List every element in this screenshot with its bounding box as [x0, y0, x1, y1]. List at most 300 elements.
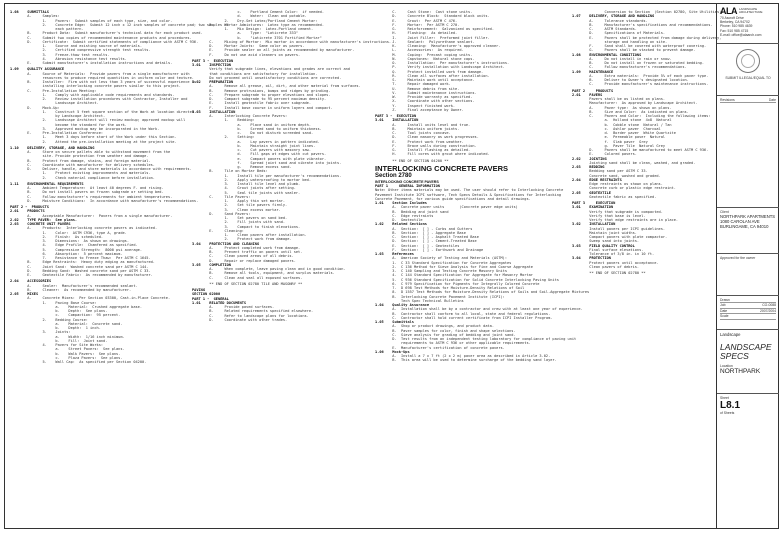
- spec-line: S. Maintain work until acceptance.: [375, 78, 475, 82]
- spec-heading: PAVING: [192, 288, 205, 292]
- spec-line: a. Width: 1/16 inch minimum.: [10, 334, 125, 339]
- spec-line: a. Street Pavers: See plans.: [10, 347, 125, 352]
- spec-line: Sweep sand into joints.: [572, 239, 640, 244]
- spec-line: E. Manufacturer's certification of concrete pavers.: [375, 345, 505, 350]
- location-value: NORTHPARK: [720, 368, 761, 376]
- spec-line: J. Sealant: Polyurethane sealant.: [375, 39, 475, 44]
- spec-line: C. Pavers and Color: Including the following items:: [572, 114, 711, 118]
- firm-address-line: 70 Ascroft Drive: [720, 16, 744, 20]
- sheet-of: of Sheets: [720, 411, 735, 416]
- spec-line: c. Ashlar paver Charcoal: [572, 126, 661, 131]
- spec-heading: 1.07 DELIVERY, STORAGE AND HANDLING: [572, 14, 655, 19]
- spec-heading: 1.09 MAINTENANCE: [572, 69, 614, 74]
- spec-line: C. Pre-Installation Meeting:: [10, 88, 97, 93]
- spec-line: ** END OF SECTION 02780 **: [572, 271, 646, 275]
- spec-line: D. Bedding Sand: Washed concrete sand per ASTM C 33.: [10, 268, 151, 273]
- spec-heading: PART 1 - GENERAL: [192, 296, 229, 301]
- spec-line: 6. Absorption: 5 percent maximum.: [10, 251, 123, 256]
- spec-line: B. Maintain uniform joints.: [375, 126, 460, 131]
- spec-line: Maintain joint widths.: [572, 230, 637, 235]
- spec-heading: 2.02 TYPE PAVER: See plans.: [10, 217, 78, 222]
- spec-line: 2. Check material compliance before installation.: [10, 175, 155, 180]
- spec-line: 2. Protect work from damage.: [192, 237, 292, 242]
- spec-line: W. Provide warranty as specified.: [375, 95, 473, 99]
- spec-line: B. Interlocking Concrete Pavement Institute (ICPI):: [375, 294, 505, 299]
- spec-line: E. Provide sealer on all joints as recommended by manufacturer.: [192, 48, 355, 53]
- spec-line: Concrete Pavement, for various guide specifications and detail drawings.: [375, 196, 531, 201]
- spec-heading: SECTION 02000: [192, 292, 221, 297]
- spec-line: Verify that subgrade is compacted.: [572, 209, 663, 214]
- info-row-label: Scale: [720, 314, 729, 319]
- spec-line: E. Colored pavers.: [572, 152, 637, 157]
- spec-line: 1. Set pavers on sand bed.: [192, 216, 288, 220]
- spec-line: Pavers shall be as listed on plans.: [572, 97, 666, 101]
- spec-heading: 1.06 Mock-Ups: [375, 349, 410, 354]
- spec-line: D. Geotextile: [375, 218, 423, 222]
- spec-line: Final surface elevations.: [572, 247, 644, 252]
- spec-line: c. Do not disturb screeded sand.: [192, 131, 314, 135]
- spec-line: C. Joint Sand: Washed concrete sand per ASTM C 144.: [10, 264, 149, 269]
- spec-line: 5. C 936 Standard Specification for Solid Concrete Interlocking Paving Units: [375, 277, 559, 282]
- client-address-line: BURLINGAME, CA 94010: [720, 224, 769, 230]
- spec-line: B. Edge Restraints: Heavy duty edging as manufactured.: [10, 260, 155, 265]
- spec-line: 1. Bedding:: [192, 118, 255, 123]
- spec-line: B. Paver samples for color, finish and shape selections.: [375, 328, 516, 333]
- spec-line: A. Tolerance standards.: [572, 18, 648, 23]
- approval-label: Approved for the owner: [720, 256, 756, 260]
- spec-line: B. Cleaner: As recommended by manufacturer.: [10, 287, 132, 292]
- spec-heading: 1.11 ENVIRONMENTAL REQUIREMENTS: [10, 181, 84, 186]
- sheet-number: L8.1: [720, 400, 741, 412]
- spec-line: C. Follow manufacturer's recommendations.: [572, 65, 687, 70]
- spec-line: site. Provide protection from weather and damage.: [10, 154, 149, 159]
- spec-line: g. Paver Tile Natural Grey: [572, 143, 666, 148]
- spec-line: 3. Compact to finish elevations.: [192, 224, 301, 229]
- spec-line: 3. Approved mockup may be incorporated in the Work.: [10, 126, 160, 131]
- spec-heading: 2.04 EDGE RESTRAINTS: [572, 177, 622, 182]
- info-row-label: Drawn: [720, 298, 730, 302]
- spec-line: V. Submit maintenance instructions.: [375, 90, 477, 95]
- spec-heading: 1.01 RELATED DOCUMENTS: [192, 300, 247, 305]
- spec-line: A. Acceptable Manufacturer: Pavers from a single manufacturer.: [10, 213, 173, 218]
- spec-heading: 1.04 Quality Assurance: [375, 303, 430, 307]
- spec-line: U. Remove debris from site.: [375, 86, 460, 91]
- spec-line: A. Protect completed work from damage.: [192, 245, 301, 250]
- spec-heading: 2.05 MIXES: [10, 292, 39, 296]
- spec-line: C. Contractor shall hold current certificate from ICPI Installer Program.: [375, 315, 553, 320]
- spec-line: B. Mortar Admixtures: Latex type as recommended.: [192, 22, 324, 27]
- spec-heading: 1.05 Submittals: [375, 320, 414, 324]
- spec-line: Manufacturer: As approved by Landscape Architect.: [572, 101, 698, 106]
- firm-info: [717, 4, 779, 44]
- spec-line: A. Install a 7 x 7 ft (2 x 2 m) paver area as described in Article 3.02.: [375, 354, 551, 358]
- spec-heading: 2.03 BEDDING: [572, 165, 605, 169]
- spec-line: F. Section: [ ] - Earthwork and Drainage: [375, 247, 484, 252]
- logo-mark: ALA: [720, 6, 737, 16]
- spec-line: b. Screed sand to uniform thickness.: [192, 126, 322, 131]
- spec-line: A. When complete, leave paving clean and in good condition.: [192, 267, 346, 271]
- spec-heading: 2.02 JOINTING: [572, 156, 607, 161]
- spec-line: g. Remove excess sand.: [192, 165, 292, 169]
- spec-line: Bedding sand per ASTM C 33.: [572, 169, 648, 174]
- spec-line: 5. Wall Cap: As specified per Section 04200.: [10, 360, 147, 364]
- spec-line: 1. C 33 Standard Specification for Concrete Aggregates: [375, 260, 512, 265]
- spec-line: A. Installation shall be by a contractor and crew with at least one year of experience.: [375, 307, 583, 312]
- spec-line: F. Install base course in uniform layers and compact.: [192, 105, 333, 110]
- spec-line: B. Installer: Firm with not less than 3 years of successful experience in: [10, 80, 197, 84]
- spec-line: C. Prepare subgrade to proper elevations and slopes.: [192, 92, 331, 97]
- spec-line: B. Remove all tools, equipment, and surplus materials.: [192, 271, 335, 276]
- spec-line: 1. Apply thin set mortar.: [192, 199, 286, 203]
- spec-line: H. Fill cores with grout where indicated.: [375, 152, 490, 157]
- spec-line: 1. Install tile per manufacturer's recommendations.: [192, 173, 342, 178]
- spec-line: a. Place sand in uniform depth.: [192, 122, 311, 127]
- spec-line: B. Manufacturer's specifications and recommendations.: [572, 22, 713, 27]
- spec-line: 2. Concrete Edge: Submit 12 inch x 12 inch samples of concrete pad; two samples of: [10, 22, 229, 27]
- spec-line: Z. Final acceptance by Owner.: [375, 107, 464, 112]
- spec-line: 2. Attend the pre-installation meeting at the project site.: [10, 139, 177, 144]
- spec-line: A. Products: Interlocking concrete pavers as indicated.: [10, 226, 158, 231]
- spec-line: 2. Set tile pavers firmly.: [192, 203, 288, 208]
- spec-line: 2. Finish: As scheduled.: [10, 234, 104, 239]
- spec-heading: 1.03 References: [375, 252, 414, 256]
- spec-line: D. Compact subgrade to 95 percent maximum density.: [192, 97, 327, 101]
- spec-line: C. Sieve analysis for grading of bedding and joint sand.: [375, 332, 516, 337]
- title-block: [716, 4, 779, 529]
- spec-line: A. Provide paved surfaces.: [192, 305, 275, 309]
- spec-line: A. Ambient Temperature: At least 40 degrees F. and rising.: [10, 186, 164, 190]
- spec-line: D. Test results from an independent testing laboratory for compliance of paving unit: [375, 337, 577, 341]
- drawing-sheet: [4, 3, 779, 529]
- spec-line: P. Verify installation with Landscape Architect.: [375, 65, 505, 70]
- spec-line: b. "Laticrete 3701 Fortified Mortar": [192, 35, 322, 40]
- stamp-area: [717, 44, 779, 96]
- spec-heading: 1.02 Related Sections: [375, 222, 427, 227]
- spec-line: C. Refer to landscape plans for locations.: [192, 313, 309, 318]
- spec-line: 2. Dry-Set Latex/Portland Cement Mortar:: [192, 18, 318, 23]
- spec-line: R. Clean all surfaces after installation.: [375, 73, 490, 78]
- spec-line: 4. Grout joints after setting.: [192, 186, 296, 191]
- spec-heading: 3.03 INSTALLATION: [192, 109, 236, 114]
- spec-line: Edge restraints as shown on plans.: [572, 182, 663, 186]
- spec-line: c. Compaction: 95 percent.: [10, 313, 121, 318]
- spec-line: F. Sand shall be covered with waterproof covering.: [572, 44, 707, 48]
- spec-heading: 3.01 INSPECTION: [192, 63, 231, 67]
- info-row-value: 2007/2004: [759, 308, 776, 313]
- spec-line: Concrete sand, washed and graded.: [572, 173, 661, 178]
- spec-line: C. Mixing of Mortar: Mix mortar in accordance with manufacturer's instructions.: [192, 39, 392, 44]
- spec-line: A. Interlocking Concrete Pavers:: [192, 114, 288, 118]
- spec-line: 3. C 140 Sampling and Testing Concrete Masonry Units: [375, 269, 507, 273]
- spec-line: E. Grout: Per ASTM C 476.: [375, 18, 458, 23]
- spec-line: A. Remove all grease, oil, dirt, and other material from surfaces.: [192, 84, 361, 89]
- spec-line: b. Maintain straight joint lines.: [192, 143, 316, 148]
- spec-line: 3. Joints:: [10, 330, 71, 335]
- firm-logo: [720, 6, 776, 16]
- spec-line: D. Mock-Up:: [10, 105, 60, 110]
- spec-line: C. Tool joints concave.: [375, 131, 451, 135]
- spec-line: b. Fill: Joint sand.: [10, 338, 108, 343]
- spec-line: B. Bedding and joint sand: [375, 209, 449, 214]
- location-label: Location: [720, 364, 733, 368]
- spec-heading: 2.05 GEOTEXTILE: [572, 190, 611, 195]
- spec-heading: 3.02 PREPARATION: [192, 80, 234, 84]
- spec-line: Note: Other items materials may be used. The user should refer to Interlocking Concrete: [375, 188, 564, 193]
- spec-line: C. Coordinate with manufacturer for delivery schedules.: [10, 162, 155, 167]
- stamp-label: SUBMIT ILLEGAL/EQUAL TO: [725, 76, 771, 80]
- spec-line: c. Cut pavers with masonry saw.: [192, 148, 311, 152]
- spec-line: 1. Meet 3 days before start of the Work under this Section.: [10, 135, 177, 140]
- spec-line: Verify that base is level.: [572, 213, 646, 218]
- spec-line: C. Follow manufacturer's requirements for ambient temperatures.: [10, 194, 173, 199]
- spec-line: 4. Pavers for Site Works:: [10, 343, 104, 347]
- spec-line: Y. Inspect finished work.: [375, 103, 456, 108]
- spec-line: 7. Resistance to Freeze Thaw: Per ASTM C 1645.: [10, 256, 151, 260]
- spec-line: E. Geotextile Fabric: As recommended by manufacturer.: [10, 273, 153, 277]
- spec-line: b. Depth: 1 inch.: [10, 326, 101, 330]
- info-row-label: Date: [720, 308, 728, 313]
- client-address-line: NORTHPARK APARTMENTS: [720, 214, 776, 220]
- spec-line: 2. Bedding Course:: [10, 317, 88, 322]
- spec-line: E. Pavers shall be protected from damage during delivery,: [572, 35, 722, 40]
- spec-line: 3. Clean excess mortar.: [192, 207, 281, 212]
- spec-line: D. Concrete Block: Standard block units.: [375, 14, 490, 19]
- spec-line: 8. D 1557 Test Methods for Moisture-Density Relations of Soils and Soil-Aggregate Mixtures: [375, 290, 590, 295]
- spec-line: 4. Abrasion resistance test results.: [10, 56, 127, 61]
- spec-line: 6. C 979 Specification for Pigments for Integrally Colored Concrete: [375, 281, 540, 286]
- spec-line: Install pavers per ICPI guidelines.: [572, 226, 666, 231]
- info-row: [720, 314, 776, 319]
- client-box: [717, 208, 779, 254]
- spec-line: 5. Seal tile joints with sealer.: [192, 190, 301, 195]
- spec-line: C. Cast Stone: Cast stone units.: [375, 10, 473, 14]
- revisions-label: Revisions: [720, 98, 735, 102]
- spec-heading: PART 2 PRODUCTS: [572, 88, 614, 93]
- spec-line: f. Slab paver Grey: [572, 139, 648, 144]
- spec-line: C. Edge restraints: [375, 213, 434, 218]
- spec-line: a. Lay pavers in pattern indicated.: [192, 139, 320, 144]
- spec-line: D. Sand Pavers:: [192, 211, 251, 216]
- spec-line: D. Repair or replace damaged pavers.: [192, 258, 296, 263]
- spec-line: Compact pavers with plate compactor.: [572, 235, 668, 239]
- spec-heading: 3.04 PROTECTION AND CLEANING: [192, 241, 260, 246]
- spec-line: c. Portland Cement Color: if needed.: [192, 10, 324, 14]
- spec-heading: PART 1 GENERAL INFORMATION: [375, 184, 440, 188]
- spec-line: e. Permeable paver Natural: [572, 135, 666, 140]
- spec-line: A. Extra materials: Provide 5% of each paver type.: [572, 73, 709, 78]
- spec-column-2: [192, 10, 392, 522]
- spec-line: Geotextile fabric as specified.: [572, 194, 657, 199]
- spec-line: by Landscape Architect.: [10, 114, 106, 118]
- spec-line: Conversion to Section (Section 02780, Site Utilities).: [572, 10, 724, 14]
- spec-line: G. Reinforcement: Galvanized as specified.: [375, 27, 494, 31]
- spec-line: E. Section: [ ] - Geotextiles: [375, 243, 460, 248]
- spec-line: C. Submit two copies of recommended maintenance products and procedures.: [10, 35, 192, 40]
- spec-line: 1. Comply with applicable code requirements and standards.: [10, 92, 175, 97]
- spec-line: 4. Edge Profile: Chamfered as specified.: [10, 243, 138, 248]
- spec-line: T. Repair damaged work.: [375, 82, 451, 87]
- spec-heading: 1.08 ENVIRONMENTAL CONDITIONS: [572, 52, 642, 57]
- section-label: Landscape: [720, 332, 741, 337]
- spec-line: 1. Paving Base Course:: [10, 300, 97, 305]
- spec-line: D. Certificate: Submit certified statements of compliance with ASTM C 936.: [10, 39, 199, 44]
- firm-address-line: E-mail: office@alaarch.com: [720, 32, 762, 37]
- client-address: [720, 214, 776, 229]
- firm-address-line: Berkeley, CA 94702: [720, 20, 750, 25]
- spec-line: f. Spread joint sand and vibrate into joints.: [192, 160, 342, 165]
- spec-line: 2. Certified compressive strength test results.: [10, 48, 151, 53]
- spec-line: C. Section: [ ] - Asphalt Treated Base: [375, 235, 479, 239]
- spec-line: B. Tile on Mortar Beds:: [192, 169, 268, 174]
- spec-section-title: Section 2780: [375, 172, 412, 179]
- spec-line: B. Related requirements specified elsewhere.: [192, 309, 314, 314]
- spec-line: Verify that edge restraints are in place.: [572, 218, 679, 222]
- spec-line: 3. Install tile level and plumb.: [192, 182, 301, 186]
- spec-line: 1. Mix Design: Latex-Portland cement.: [192, 27, 314, 31]
- spec-line: B. Do not install pavers on frozen subgrade or setting bed.: [10, 190, 164, 195]
- spec-line: requirements to ASTM C 936 or other applicable requirements.: [375, 341, 531, 346]
- spec-line: B. This area will be used to determine surcharge of the bedding sand layer.: [375, 358, 557, 363]
- spec-line: 1. Construct 5 feet square section of the Work at location directed: [10, 109, 194, 114]
- spec-heading: 3.04 PROTECTION: [572, 256, 611, 261]
- spec-line: I. Joint Filler: Preformed joint filler.: [375, 35, 490, 40]
- spec-line: A. Source of Materials: Provide pavers from a single manufacturer with: [10, 71, 190, 76]
- sheet-label: Sheet: [720, 396, 729, 400]
- spec-line: 1. Protect existing improvements and materials.: [10, 171, 151, 176]
- spec-line: B. Do not install on frozen or saturated bedding.: [572, 61, 704, 65]
- drawing-title: LANDSCAPE SPECS: [720, 342, 772, 361]
- spec-line: a. Material: Concrete sand.: [10, 321, 123, 326]
- spec-line: 2. Apply waterproofing to mortar bed.: [192, 177, 311, 182]
- spec-line: B. Contractor shall conform to all local, state and federal regulations.: [375, 311, 551, 316]
- spec-heading: 1.10 DELIVERY, STORAGE, AND HANDLING: [10, 145, 95, 150]
- spec-line: B. Deliver to Owner's designated location.: [572, 78, 689, 82]
- firm-address-line: Fax: 510 985 4715: [720, 28, 749, 33]
- spec-heading: INTERLOCKING CONCRETE PAVERS: [375, 179, 439, 184]
- spec-line: 1. Pavers: Submit samples of each type, size, and color.: [10, 18, 173, 23]
- spec-line: H. Flashing: As detailed.: [375, 31, 458, 36]
- spec-line: 5. Compressive Strength: 8000 psi average.: [10, 247, 142, 252]
- spec-heading: 2.04 ACCESSORIES: [10, 279, 52, 284]
- spec-line: C. Tile Pavers:: [192, 194, 251, 199]
- spec-line: K. Cleaning: Manufacturer's approved cleaner.: [375, 44, 501, 48]
- spec-line: become the standard for the work.: [10, 122, 127, 127]
- spec-line: Concrete curb or plastic edge restraint.: [572, 186, 676, 191]
- revisions-box: [717, 96, 779, 208]
- spec-heading: 3.03 FIELD QUALITY CONTROL: [572, 243, 635, 248]
- spec-line: 2. C 136 Method for Sieve Analysis for Fine and Coarse Aggregate: [375, 264, 533, 269]
- spec-line: D. Moisture Conditions: In accordance with manufacturer's recommendations.: [10, 198, 199, 203]
- spec-line: D. Specifications of Materials.: [572, 31, 666, 36]
- spec-line: B. Section: [ ] - Aggregate Base: [375, 230, 466, 235]
- spec-line: A. Install units level and true.: [375, 122, 471, 127]
- spec-line: Verify that subgrade lines, elevations and grades are correct and: [192, 67, 350, 72]
- spec-line: 2. Setting:: [192, 135, 255, 140]
- spec-heading: 1.08 SUBMITTALS: [10, 10, 49, 14]
- spec-line: A. Sealer: Manufacturer's recommended sealant.: [10, 283, 138, 288]
- spec-line: 1. Source and existing source of materials.: [10, 44, 142, 48]
- spec-line: ** END OF SECTION 04200 **: [375, 158, 449, 163]
- client-address-line: 1080 CAROLAN AVE: [720, 219, 760, 225]
- spec-line: F. Do not use acid cleaners on pavers.: [192, 52, 301, 57]
- spec-line: 2. Fill joints with sand.: [192, 220, 286, 225]
- spec-line: Clean pavers of debris.: [572, 264, 640, 269]
- spec-line: E. Install geotextile fabric over subgrade.: [192, 101, 311, 106]
- spec-line: C. Clean and seal all exposed surfaces.: [192, 275, 303, 280]
- spec-line: B. Protect from damage, stains, and foreign material.: [10, 158, 151, 163]
- spec-line: G. Install flashing as detailed.: [375, 148, 471, 152]
- spec-line: F. Mortar: Per ASTM C 270.: [375, 22, 460, 27]
- drawing-title-box: [717, 330, 779, 394]
- info-row-label: Job: [720, 303, 726, 308]
- spec-line: D. Section: [ ] - Cement-Treated Base: [375, 239, 477, 244]
- spec-line: d. Water: Clean and potable.: [192, 14, 307, 19]
- spec-heading: PART 2 - PRODUCTS: [10, 205, 49, 209]
- spec-heading: 2.01 PAVERS: [572, 92, 603, 97]
- spec-line: B. Prevent traffic on pavers until set.: [192, 250, 303, 254]
- spec-line: Tech Spec Technical Bulletins: [375, 298, 464, 303]
- spec-line: E. Protect work from weather.: [375, 139, 464, 144]
- spec-line: Jointing sand shall be clean, washed, and graded.: [572, 160, 696, 165]
- spec-line: C. ASTM Standards.: [572, 27, 637, 31]
- spec-line: D. Clean masonry as work progresses.: [375, 135, 479, 140]
- spec-line: A. Samples:: [10, 14, 60, 19]
- spec-heading: 3.01 INSTALLATION: [375, 118, 419, 123]
- spec-line: b. Cobble stone Natural / Tan: [572, 122, 672, 127]
- spec-line: F. Brace walls during construction.: [375, 143, 477, 148]
- spec-heading: 1.01 Section Includes: [375, 201, 427, 205]
- spec-line: B. Product Data: Submit manufacturer's technical data for each product used.: [10, 31, 203, 36]
- spec-heading: PART 3 EXECUTION: [572, 201, 616, 205]
- spec-line: 2. Review installation procedures with Contractor, Installer and: [10, 97, 188, 101]
- firm-address-line: Phone: 510 985 4639: [720, 24, 753, 29]
- spec-line: d. Border paver White Quartzite: [572, 131, 676, 135]
- spec-line: E. Submit manufacturer's installation instructions and details.: [10, 61, 173, 65]
- spec-line: d. Fill gaps at edges with cut pavers.: [192, 152, 327, 157]
- spec-line: A. Do not install in rain or snow.: [572, 56, 672, 61]
- spec-line: b. Walk Pavers: See plans.: [10, 351, 121, 356]
- logo-subtitle: LANDSCAPE ARCHITECTURE: [739, 6, 763, 14]
- spec-line: that conditions are satisfactory for installation.: [192, 71, 318, 76]
- seal-icon: [736, 49, 760, 73]
- spec-line: L. Accessories: As required.: [375, 48, 464, 53]
- spec-line: X. Coordinate with other sections.: [375, 99, 475, 104]
- spec-line: ** END OF SECTION 02780 TILE AND MASONRY **: [192, 281, 303, 286]
- spec-line: M. Coping: Precast coping units.: [375, 52, 473, 57]
- spec-line: 3. Freeze-thaw test results.: [10, 52, 110, 57]
- spec-line: b. Depth: See plans.: [10, 309, 108, 313]
- spec-line: A. Store on secure pallets able to withstand movement from the: [10, 150, 171, 154]
- spec-line: a. Holland stone 4x8 Natural: [572, 118, 672, 123]
- spec-heading: 3.01 EXAMINATION: [572, 205, 614, 210]
- spec-heading: PART 3 - EXECUTION: [192, 58, 234, 63]
- spec-line: c. Plaza Pavers: See plans.: [10, 355, 123, 360]
- firm-address: [720, 16, 776, 37]
- spec-line: B. Remove protrusions, bumps and ridges by grinding.: [192, 88, 331, 93]
- spec-line: Pavement Institute ICPI software, Tech Specs Details & Specifications for Interlocking: [375, 192, 562, 197]
- spec-line: storage and handling on site.: [572, 39, 668, 44]
- spec-heading: 3.05 COMPLETION: [192, 262, 231, 267]
- spec-heading: 1.09 QUALITY ASSURANCE: [10, 67, 65, 72]
- spec-line: D. Coordinate with other trades.: [192, 317, 288, 322]
- spec-line: O. Installation: Per manufacturer's instructions.: [375, 61, 510, 65]
- approval-box: [717, 254, 779, 296]
- info-rows: [717, 296, 779, 330]
- spec-line: A. Shop or product drawings, and product data.: [375, 324, 494, 329]
- spec-line: installing interlocking concrete pavers similar to this project.: [10, 84, 181, 89]
- spec-line: Do not proceed until unsatisfactory conditions are corrected.: [192, 75, 342, 80]
- spec-line: e. Compact pavers with plate vibrator.: [192, 156, 327, 161]
